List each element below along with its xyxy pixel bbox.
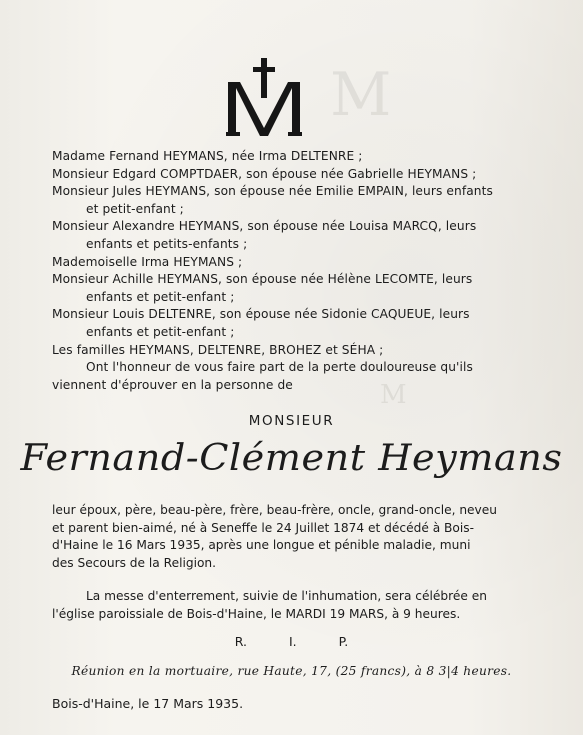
family-line: Monsieur Edgard COMPTDAER, son épouse née Gabrielle HEYMANS ; [52,166,477,181]
rip-text: R. I. P. [234,634,349,649]
announcement-line: viennent d'éprouver en la personne de [52,377,293,392]
biography-paragraph [52,502,544,572]
honorific-title: MONSIEUR [248,413,335,429]
family-line: Les familles HEYMANS, DELTENRE, BROHEZ et SÉHA ; [52,342,384,357]
family-line: Mademoiselle Irma HEYMANS ; [52,254,243,269]
deceased-name: Fernand-Clément Heymans [20,438,563,479]
family-line: enfants et petit-enfant ; [86,289,235,304]
biography-line: des Secours de la Religion. [52,555,217,570]
family-line: enfants et petits-enfants ; [86,236,248,251]
family-line: Madame Fernand HEYMANS, née Irma DELTENRE ; [52,149,363,163]
biography-line: d'Haine le 16 Mars 1935, après une longue et pénible maladie, muni [52,538,471,553]
family-line: et petit-enfant ; [86,201,184,216]
family-line: Monsieur Alexandre HEYMANS, son épouse née Louisa MARCQ, leurs [52,219,477,234]
bleed-through-mark: M [330,60,392,130]
mass-line: La messe d'enterrement, suivie de l'inhumation, sera célébrée en [86,589,487,603]
reunion-note: Réunion en la mortuaire, rue Haute, 17, (25 francs), à 8 3|4 heures. [71,664,512,678]
mass-line: l'église paroissiale de Bois-d'Haine, le MARDI 19 MARS, à 9 heures. [52,606,461,621]
family-line: enfants et petit-enfant ; [86,324,235,339]
family-line: Monsieur Louis DELTENRE, son épouse née Sidonie CAQUEUE, leurs [52,307,470,322]
family-line: Monsieur Jules HEYMANS, son épouse née Emilie EMPAIN, leurs enfants [52,184,493,199]
biography-line: et parent bien-aimé, né à Seneffe le 24 Juillet 1874 et décédé à Bois- [52,520,474,535]
family-announcement [52,148,544,394]
announcement-line: Ont l'honneur de vous faire part de la perte douloureuse qu'ils [86,360,473,375]
cross-monogram-icon [226,58,302,138]
place-and-date: Bois-d'Haine, le 17 Mars 1935. [52,696,244,711]
biography-line: leur époux, père, beau-père, frère, beau-frère, oncle, grand-oncle, neveu [52,503,497,517]
family-line: Monsieur Achille HEYMANS, son épouse née Hélène LECOMTE, leurs [52,272,473,287]
bleed-through-mark: M [380,380,407,410]
funeral-mass-paragraph [52,588,544,623]
